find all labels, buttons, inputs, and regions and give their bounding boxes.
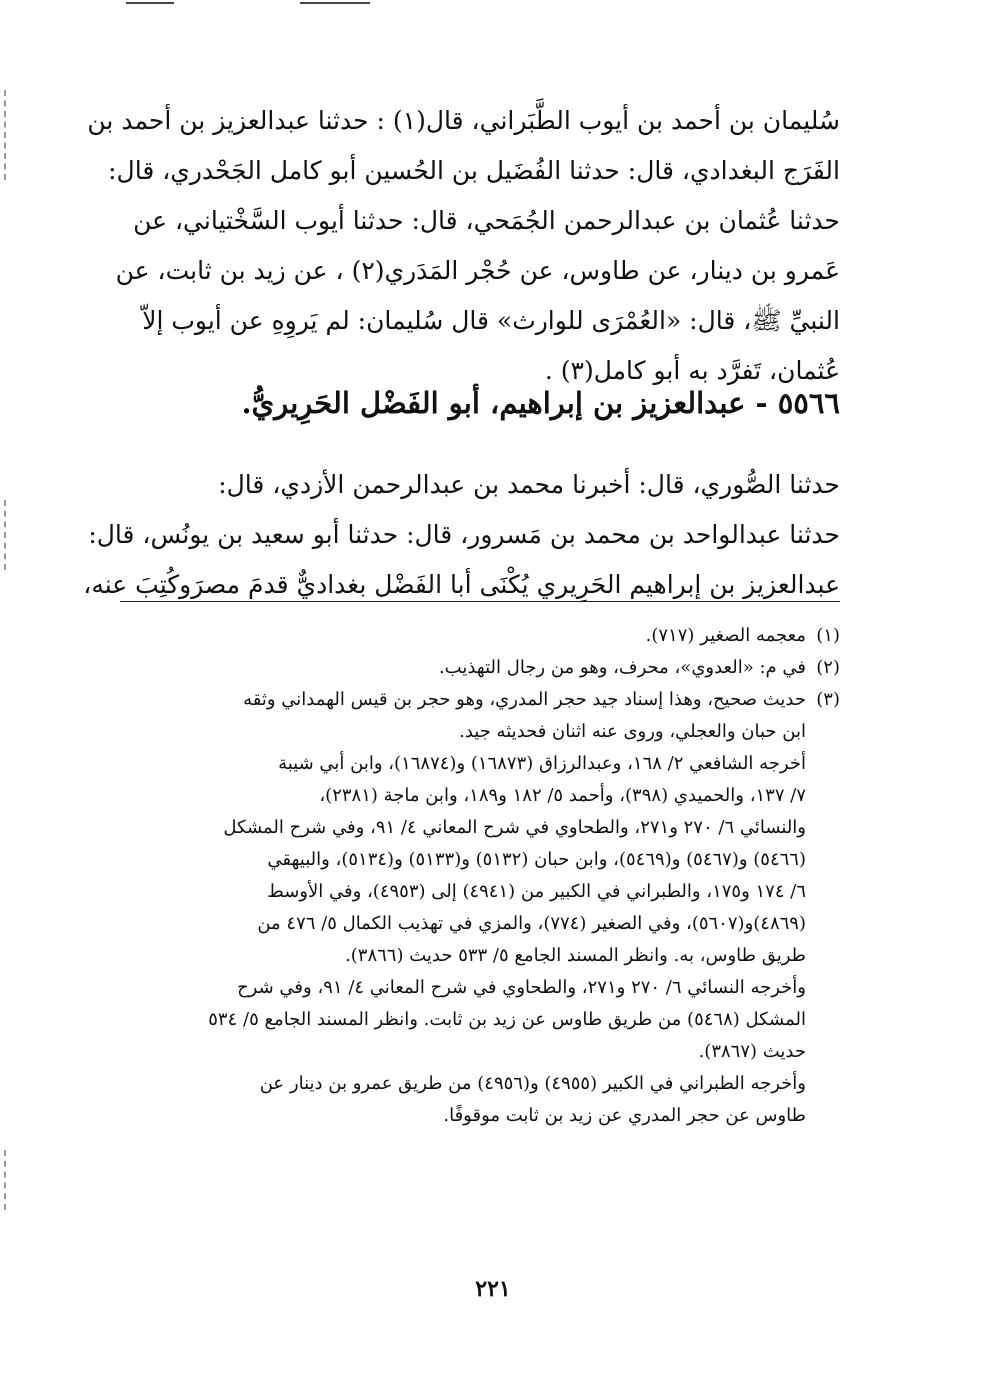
footnote-line: ابن حبان والعجلي، وروى عنه اثنان فحديثه جيد. — [459, 721, 806, 742]
page-number: ٢٢١ — [475, 1276, 511, 1302]
text-line: عَمرو بن دينار، عن طاوس، عن حُجْر المَدَري(٢) ، عن زيد بن ثابت، عن — [115, 256, 840, 285]
footnote-line: ٦/ ١٧٤ و١٧٥، والطبراني في الكبير من (٤٩٤١) إلى (٤٩٥٣)، وفي الأوسط — [267, 881, 806, 902]
footnote-line: والنسائي ٦/ ٢٧٠ و٢٧١، والطحاوي في شرح المعاني ٤/ ٩١، وفي شرح المشكل — [223, 817, 806, 838]
footnote-line: وأخرجه الطبراني في الكبير (٤٩٥٥) و(٤٩٥٦) من طريق عمرو بن دينار عن — [259, 1073, 806, 1094]
scan-edge-mark — [300, 2, 370, 4]
footnote-number: (٣) — [816, 689, 840, 710]
footnote-line: معجمه الصغير (٧١٧). — [645, 625, 806, 646]
footnote-line: (٥٤٦٦) و(٥٤٦٧) و(٥٤٦٩)، وابن حبان (٥١٣٢) و(٥١٣٣) و(٥١٣٤)، والبيهقي — [267, 849, 806, 870]
footnote-line: (٤٨٦٩)و(٥٦٠٧)، وفي الصغير (٧٧٤)، والمزي في تهذيب الكمال ٥/ ٤٧٦ من — [257, 913, 806, 934]
text-line: عبدالعزيز بن إبراهيم الحَرِيري يُكْنَى أبا الفَضْل بغداديٌّ قدمَ مصرَوكُتِبَ عنه، — [83, 570, 840, 599]
main-text-block — [87, 96, 840, 396]
footnote-item — [128, 652, 840, 684]
scan-edge-dashes — [4, 500, 8, 570]
text-line: حدثنا عُثمان بن عبدالرحمن الجُمَحي، قال: حدثنا أيوب السَّخْتياني، عن — [133, 206, 840, 235]
footnote-number: (٢) — [816, 657, 840, 678]
footnote-item — [128, 684, 840, 1132]
entry-heading: ٥٥٦٦ - عبدالعزيز بن إبراهيم، أبو الفَضْل الحَرِيريُّ. — [241, 386, 840, 420]
text-line: حدثنا الصُّوري، قال: أخبرنا محمد بن عبدالرحمن الأزدي، قال: — [218, 470, 840, 499]
scan-edge-mark — [126, 2, 174, 4]
text-line: الفَرَج البغدادي، قال: حدثنا الفُضَيل بن الحُسين أبو كامل الجَحْدري، قال: — [108, 156, 840, 185]
footnote-line: أخرجه الشافعي ٢/ ١٦٨، وعبدالرزاق (١٦٨٧٣) و(١٦٨٧٤)، وابن أبي شيبة — [278, 753, 806, 774]
scan-edge-dashes — [4, 90, 8, 180]
footnote-number: (١) — [816, 625, 840, 646]
text-line: سُليمان بن أحمد بن أيوب الطَّبَراني، قال(١) : حدثنا عبدالعزيز بن أحمد بن — [87, 106, 840, 135]
footnote-item — [128, 620, 840, 652]
text-line: عُثمان، تَفرَّد به أبو كامل(٣) . — [544, 356, 840, 385]
footnote-line: طريق طاوس، به. وانظر المسند الجامع ٥/ ٥٣٣ حديث (٣٨٦٦). — [345, 945, 806, 966]
footnote-line: المشكل (٥٤٦٨) من طريق طاوس عن زيد بن ثابت. وانظر المسند الجامع ٥/ ٥٣٤ — [208, 1009, 806, 1030]
footnote-line: طاوس عن حجر المدري عن زيد بن ثابت موقوفًا. — [443, 1105, 806, 1126]
footnote-line: حديث صحيح، وهذا إسناد جيد حجر المدري، وهو حجر بن قيس الهمداني وثقه — [243, 689, 806, 710]
scan-edge-dashes — [4, 1150, 8, 1210]
text-line: حدثنا عبدالواحد بن محمد بن مَسرور، قال: حدثنا أبو سعيد بن يونُس، قال: — [88, 520, 840, 549]
footnote-line: في م: «العدوي»، محرف، وهو من رجال التهذيب. — [438, 657, 806, 678]
footnotes-section — [128, 620, 840, 1132]
footnote-line: حديث (٣٨٦٧). — [698, 1041, 806, 1062]
footnote-line: وأخرجه النسائي ٦/ ٢٧٠ و٢٧١، والطحاوي في شرح المعاني ٤/ ٩١، وفي شرح — [237, 977, 806, 998]
footnote-line: ٧/ ١٣٧، والحميدي (٣٩٨)، وأحمد ٥/ ١٨٢ و١٨٩، وابن ماجة (٢٣٨١)، — [319, 785, 806, 806]
entry-text-block — [83, 460, 840, 610]
text-line: النبيِّ ﷺ، قال: «العُمْرَى للوارث» قال سُليمان: لم يَروِهِ عن أيوب إلاّ — [142, 306, 840, 335]
footnote-separator — [120, 601, 840, 602]
